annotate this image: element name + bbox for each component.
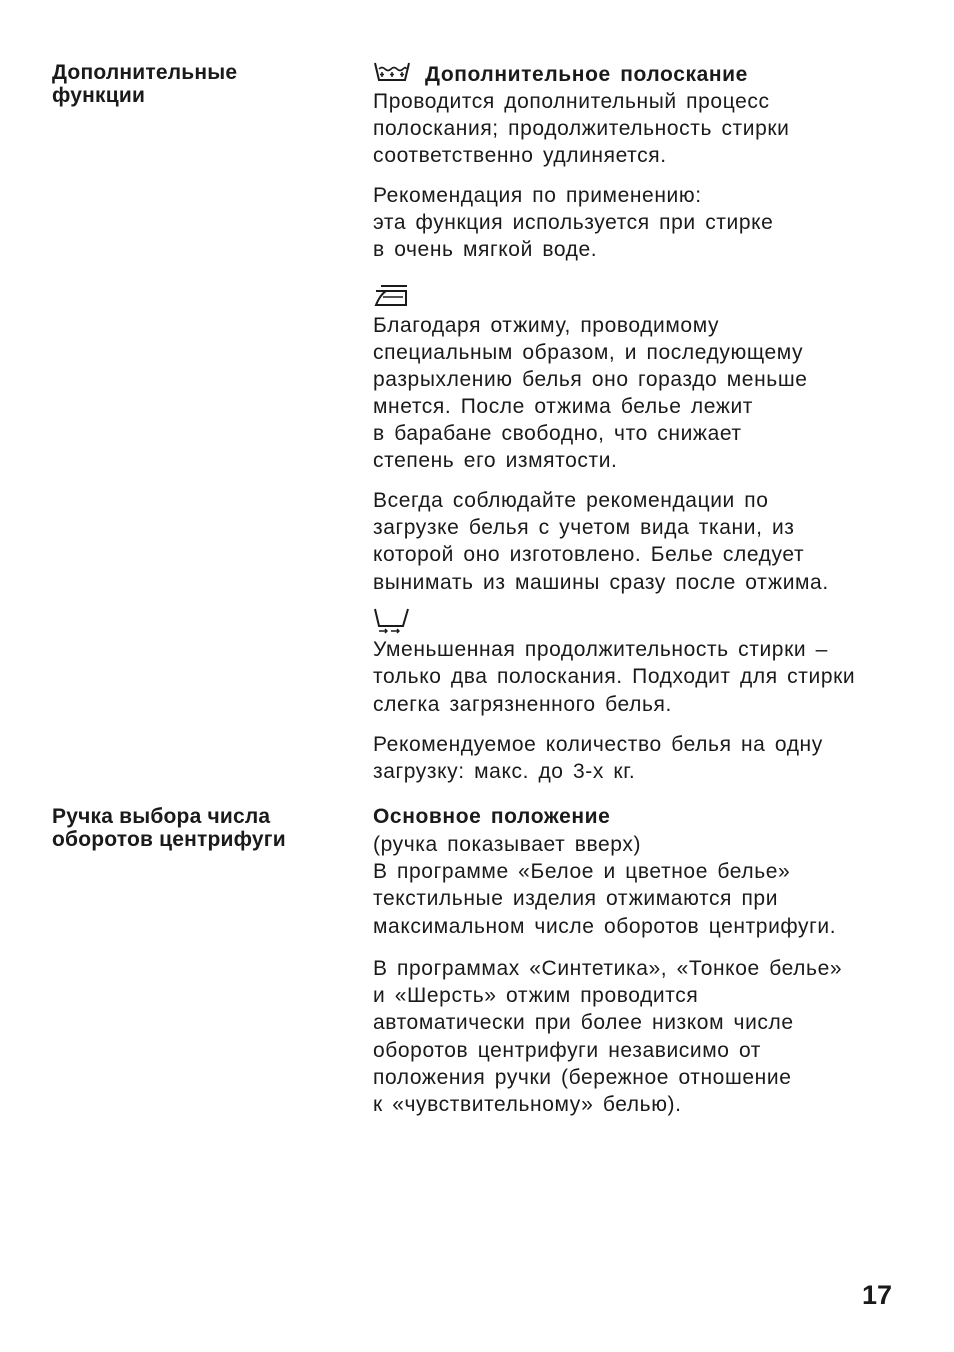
- section-heading-extra-functions: [52, 61, 352, 107]
- text-line: соответственно удлиняется.: [373, 144, 667, 168]
- heading-line: Ручка выбора числа: [52, 805, 271, 828]
- short-wash-icon: [373, 607, 411, 635]
- text-line: полоскания; продолжительность стирки: [373, 117, 790, 141]
- extra-rinse-recommendation: [373, 182, 933, 264]
- extra-rinse-description: [373, 88, 933, 170]
- text-line: Благодаря отжиму, проводимому: [373, 314, 720, 337]
- extra-rinse-icon: [373, 61, 411, 83]
- easy-iron-advice: [373, 487, 933, 596]
- text-line: автоматически при более низком числе: [373, 1011, 794, 1035]
- text-line: Проводится дополнительный процесс: [373, 90, 770, 113]
- short-wash-description: [373, 636, 933, 718]
- text-line: Рекомендуемое количество белья на одну: [373, 733, 823, 756]
- text-line: загрузку: макс. до 3-х кг.: [373, 760, 636, 784]
- text-line: степень его измятости.: [373, 449, 618, 473]
- text-line: вынимать из машины сразу после отжима.: [373, 570, 829, 594]
- text-line: текстильные изделия отжимаются при: [373, 887, 779, 911]
- text-line: слегка загрязненного белья.: [373, 692, 672, 716]
- text-line: оборотов центрифуги независимо от: [373, 1038, 762, 1062]
- text-line: загрузке белья с учетом вида ткани, из: [373, 516, 795, 540]
- heading-line: функции: [52, 84, 146, 107]
- heading-line: Дополнительные: [52, 61, 238, 84]
- text-line: эта функция используется при стирке: [373, 211, 774, 235]
- spin-default-description: [373, 831, 933, 940]
- extra-rinse-title: Дополнительное полоскание: [425, 63, 748, 86]
- text-line: мнется. После отжима белье лежит: [373, 395, 754, 419]
- text-line: которой оно изготовлено. Белье следует: [373, 543, 805, 567]
- easy-iron-icon: [373, 282, 411, 308]
- spin-programs-note: [373, 955, 933, 1118]
- text-line: В программе «Белое и цветное белье»: [373, 860, 791, 884]
- text-line: В программах «Синтетика», «Тонкое белье»: [373, 957, 843, 980]
- text-line: в барабане свободно, что снижает: [373, 422, 742, 446]
- section-heading-spin-selector: [52, 805, 352, 851]
- text-line: Уменьшенная продолжительность стирки –: [373, 638, 828, 661]
- text-line: положения ручки (бережное отношение: [373, 1065, 792, 1089]
- short-wash-load: [373, 731, 933, 785]
- text-line: и «Шерсть» отжим проводится: [373, 984, 699, 1008]
- text-line: (ручка показывает вверх): [373, 833, 642, 856]
- text-line: Рекомендация по применению:: [373, 184, 702, 207]
- heading-line: оборотов центрифуги: [52, 828, 286, 851]
- easy-iron-description: [373, 312, 933, 475]
- page-number: 17: [862, 1280, 893, 1310]
- spin-default-title: Основное положение: [373, 805, 611, 828]
- text-line: в очень мягкой воде.: [373, 238, 598, 262]
- text-line: к «чувствительному» белью).: [373, 1092, 682, 1116]
- text-line: разрыхлению белья оно гораздо меньше: [373, 368, 808, 392]
- text-line: максимальном числе оборотов центрифуги.: [373, 914, 837, 938]
- text-line: Всегда соблюдайте рекомендации по: [373, 489, 769, 512]
- text-line: специальным образом, и последующему: [373, 341, 804, 365]
- text-line: только два полоскания. Подходит для стирки: [373, 665, 856, 689]
